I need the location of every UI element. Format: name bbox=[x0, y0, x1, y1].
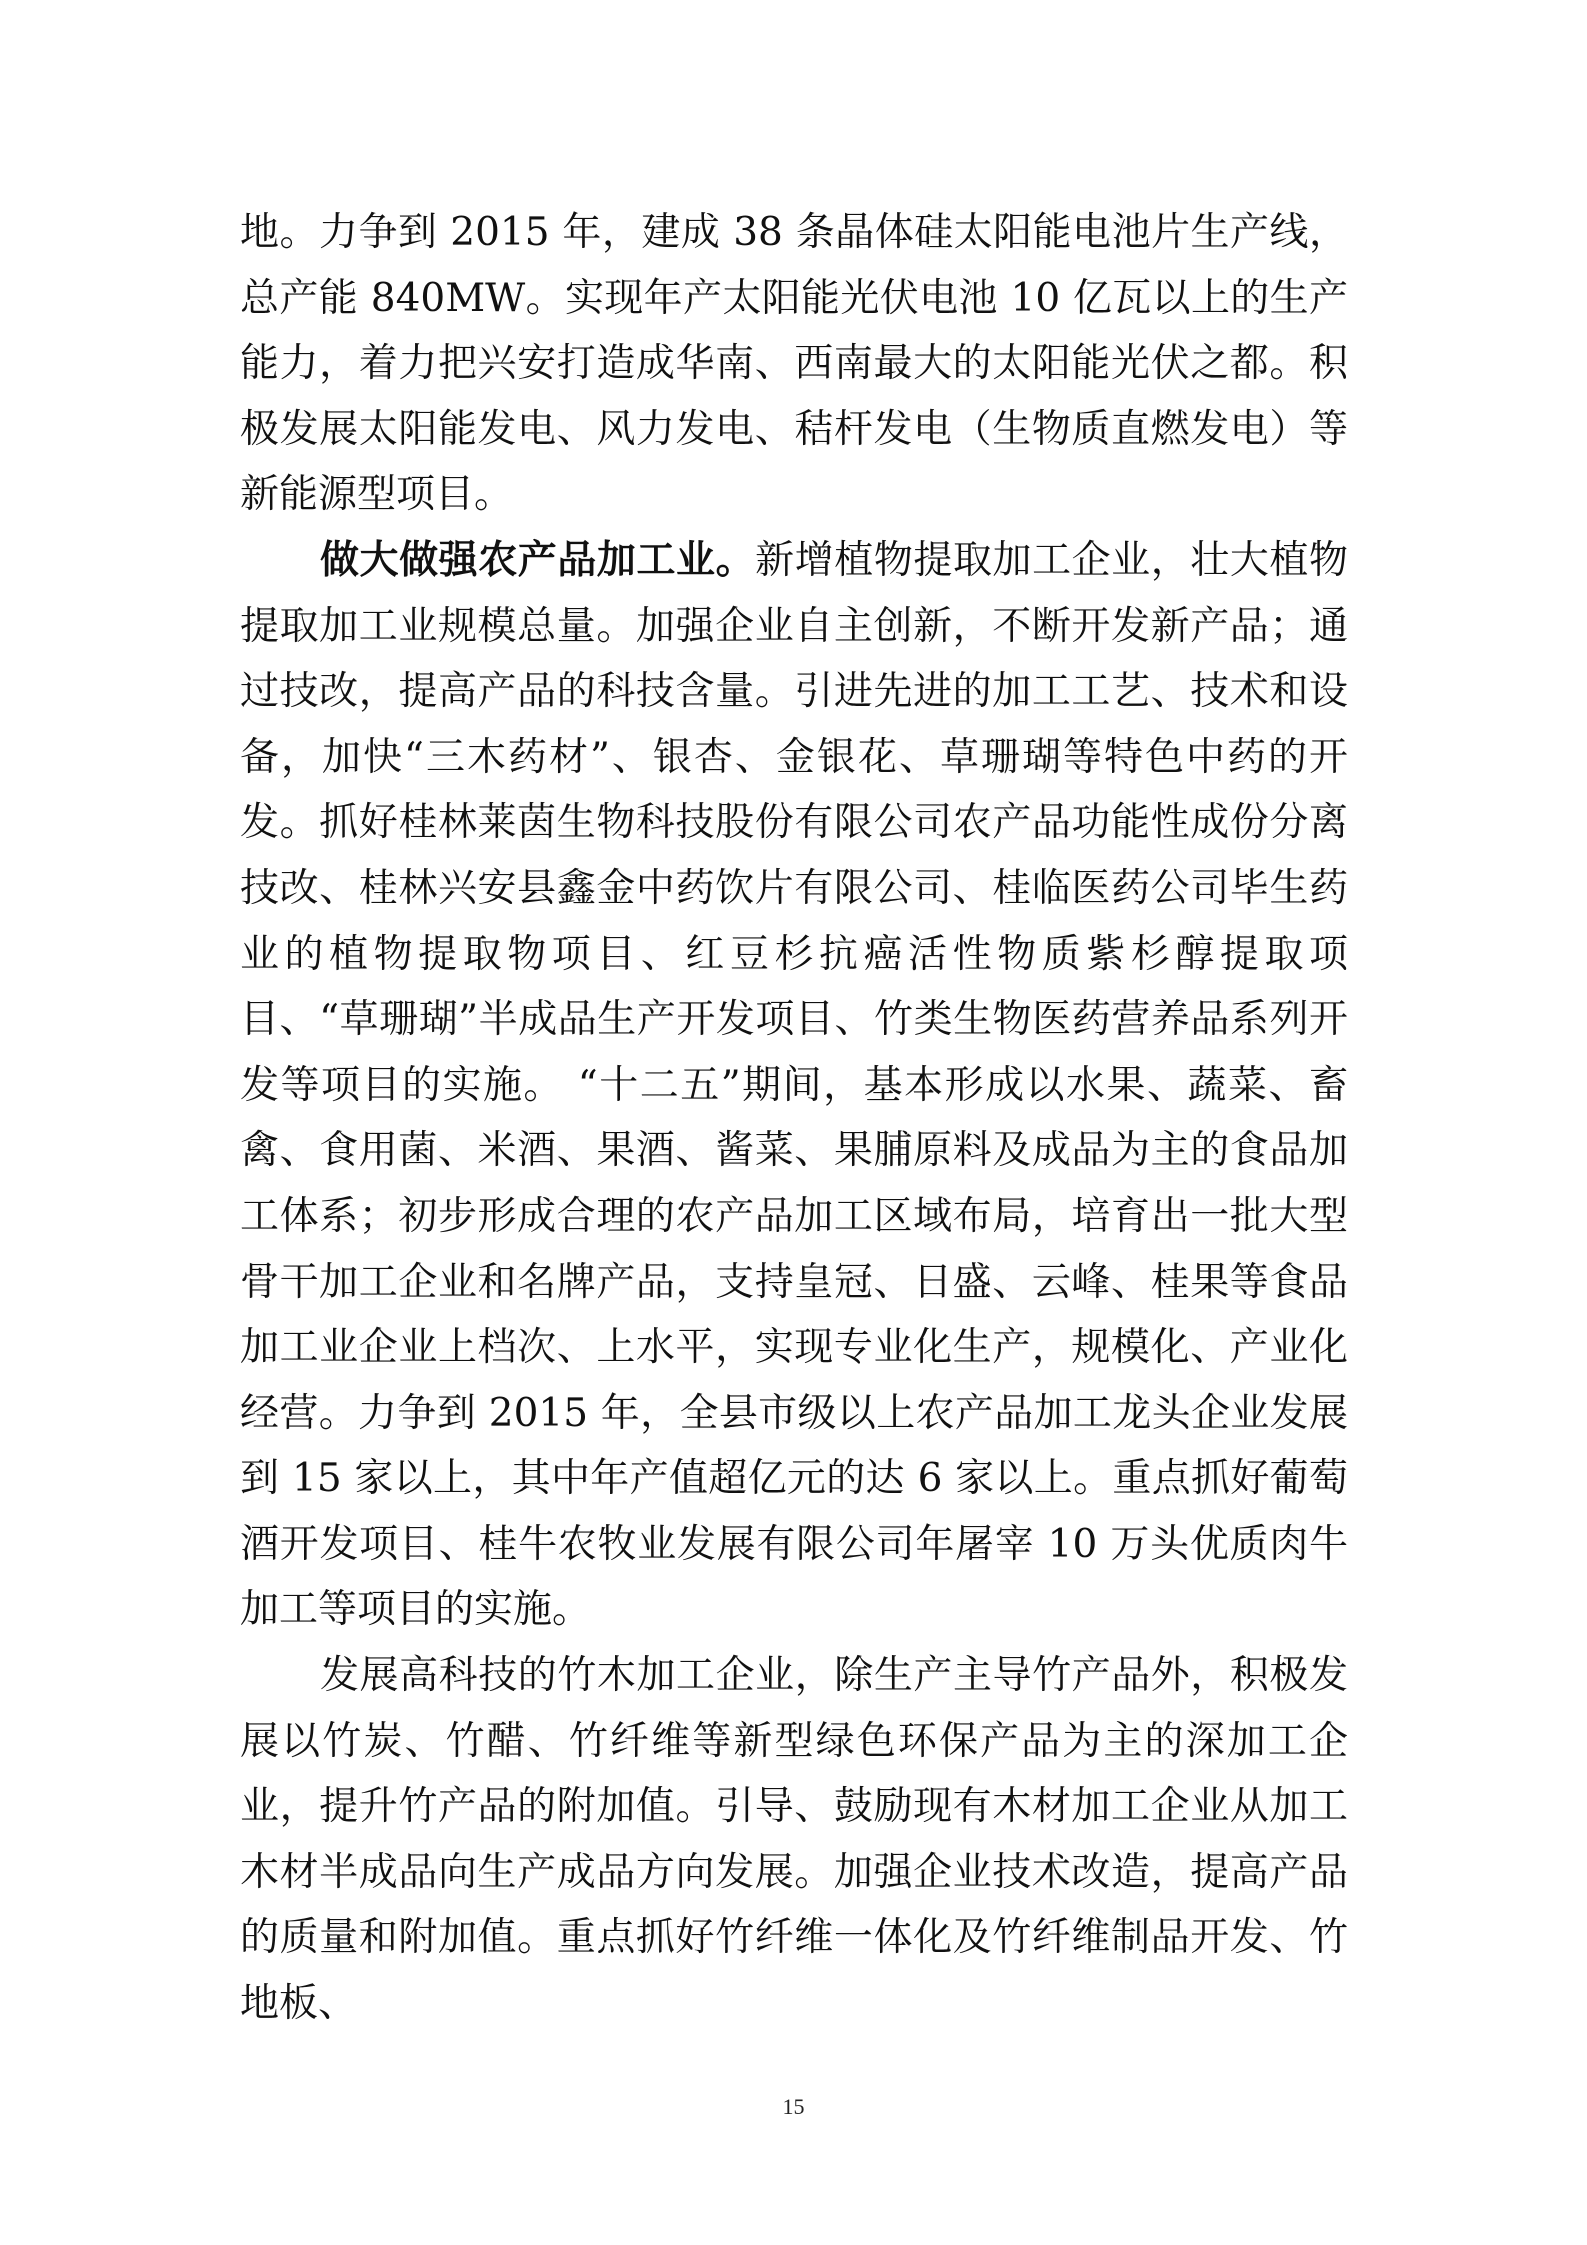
paragraph-text: 发展高科技的竹木加工企业，除生产主导竹产品外，积极发展以竹炭、竹醋、竹纤维等新型绿色环保产品为主的深加工企业，提升竹产品的附加值。引导、鼓励现有木材加工企业从加工木材半成品向生产成品方向发展。加强企业技术改造，提高产品的质量和附加值。重点抓好竹纤维一体化及竹纤维制品开发、竹地板、 bbox=[240, 1653, 1348, 2027]
document-body bbox=[240, 200, 1348, 2037]
paragraph-text: 新增植物提取加工企业，壮大植物提取加工业规模总量。加强企业自主创新，不断开发新产品；通过技改，提高产品的科技含量。引进先进的加工工艺、技术和设备，加快“三木药材”、银杏、金银花、草珊瑚等特色中药的开发。抓好桂林莱茵生物科技股份有限公司农产品功能性成份分离技改、桂林兴安县鑫金中药饮片有限公司、桂临医药公司毕生药业的植物提取物项目、红豆杉抗癌活性物质紫杉醇提取项目、“草珊瑚”半成品生产开发项目、竹类生物医药营养品系列开发等项目的实施。 “十二五”期间，基本形成以水果、蔬菜、畜禽、食用菌、米酒、果酒、酱菜、果脯原料及成品为主的食品加工体系；初步形成合理的农产品加工区域布局，培育出一批大型骨干加工企业和名牌产品，支持皇冠、日盛、云峰、桂果等食品加工业企业上档次、上水平，实现专业化生产，规模化、产业化经营。力争到 2015 年，全县市级以上农产品加工龙头企业发展到 15 家以上，其中年产值超亿元的达 6 家以上。重点抓好葡萄酒开发项目、桂牛农牧业发展有限公司年屠宰 10 万头优质肉牛加工等项目的实施。 bbox=[240, 537, 1348, 1633]
paragraph-agri-processing bbox=[240, 528, 1348, 1643]
paragraph-solar-energy bbox=[240, 200, 1348, 528]
paragraph-text: 地。力争到 2015 年，建成 38 条晶体硅太阳能电池片生产线，总产能 840MW。实现年产太阳能光伏电池 10 亿瓦以上的生产能力，着力把兴安打造成华南、西南最大的太阳能光伏之都。积极发展太阳能发电、风力发电、秸杆发电（生物质直燃发电）等新能源型项目。 bbox=[240, 210, 1348, 518]
paragraph-lead-heading: 做大做强农产品加工业。 bbox=[320, 536, 756, 583]
paragraph-bamboo-wood bbox=[240, 1643, 1348, 2037]
page-number: 15 bbox=[782, 2094, 805, 2119]
